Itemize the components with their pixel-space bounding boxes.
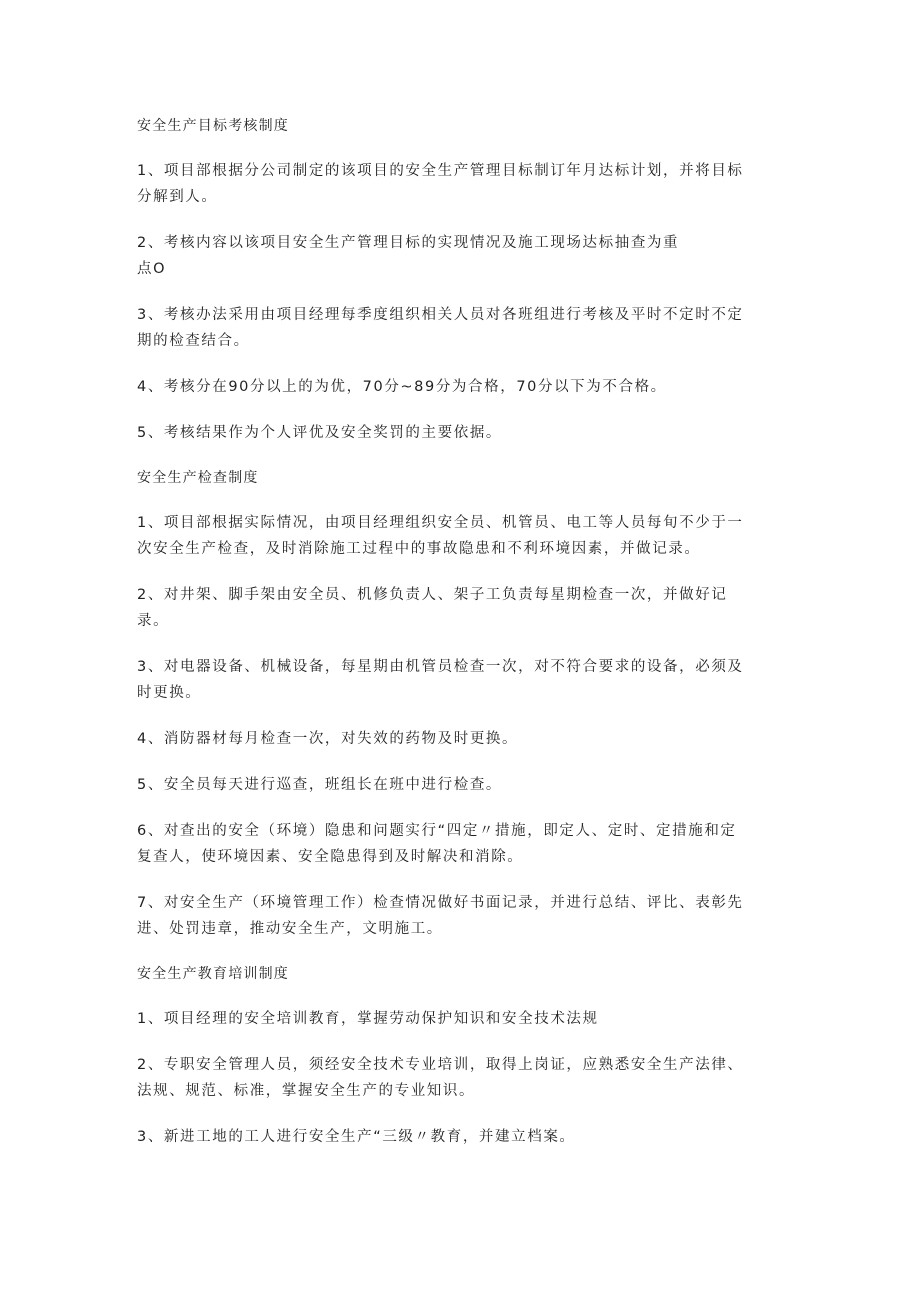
list-item-line: 点O — [137, 261, 167, 277]
list-item-line: 7、对安全生产（环境管理工作）检查情况做好书面记录，并进行总结、评比、表彰先 — [137, 895, 744, 911]
list-item — [137, 818, 777, 870]
list-item-line: 进、处罚违章，推动安全生产，文明施工。 — [137, 921, 443, 937]
list-item-line: 1、项目部根据分公司制定的该项目的安全生产管理目标制订年月达标计划，并将目标 — [137, 163, 744, 179]
section-heading: 安全生产教育培训制度 — [137, 966, 289, 982]
list-item-line: 期的检查结合。 — [137, 333, 250, 349]
list-item — [137, 158, 777, 210]
list-item — [137, 1124, 777, 1150]
list-item-line: 6、对查出的安全（环境）隐患和问题实行“四定〃措施，即定人、定时、定措施和定 — [137, 823, 737, 839]
list-item-line: 复查人，使环境因素、安全隐患得到及时解决和消除。 — [137, 849, 524, 865]
list-item-line: 法规、规范、标准，掌握安全生产的专业知识。 — [137, 1083, 476, 1099]
list-item-line: 4、考核分在90分以上的为优，70分~89分为合格，70分以下为不合格。 — [137, 379, 667, 395]
list-item — [137, 726, 777, 752]
list-item-line: 2、考核内容以该项目安全生产管理目标的实现情况及施工现场达标抽查为重 — [137, 235, 680, 251]
section-heading: 安全生产目标考核制度 — [137, 118, 289, 134]
section-heading: 安全生产检查制度 — [137, 470, 259, 486]
list-item — [137, 772, 777, 798]
list-item — [137, 374, 777, 400]
list-item-line: 5、考核结果作为个人评优及安全奖罚的主要依据。 — [137, 425, 503, 441]
list-item-line: 1、项目部根据实际情况，由项目经理组织安全员、机管员、电工等人员每旬不少于一 — [137, 515, 744, 531]
list-item — [137, 1052, 777, 1104]
list-item-line: 4、消防器材每月检查一次，对失效的药物及时更换。 — [137, 731, 519, 747]
list-item-line: 次安全生产检查，及时消除施工过程中的事故隐患和不利环境因素，并做记录。 — [137, 541, 701, 557]
list-item-line: 3、对电器设备、机械设备，每星期由机管员检查一次，对不符合要求的设备，必须及 — [137, 659, 744, 675]
list-item — [137, 302, 777, 354]
list-item-line: 录。 — [137, 613, 170, 629]
list-item — [137, 890, 777, 942]
list-item-line: 2、对井架、脚手架由安全员、机修负责人、架子工负责每星期检查一次，并做好记 — [137, 587, 728, 603]
list-item — [137, 582, 777, 634]
list-item — [137, 230, 777, 282]
list-item — [137, 1006, 777, 1032]
list-item-line: 时更换。 — [137, 685, 202, 701]
list-item-line: 5、安全员每天进行巡查，班组长在班中进行检查。 — [137, 777, 503, 793]
list-item-line: 1、项目经理的安全培训教育，掌握劳动保护知识和安全技术法规 — [137, 1011, 599, 1027]
list-item-line: 2、专职安全管理人员，须经安全技术专业培训，取得上岗证，应熟悉安全生产法律、 — [137, 1057, 744, 1073]
list-item — [137, 510, 777, 562]
list-item-line: 分解到人。 — [137, 189, 218, 205]
list-item-line: 3、新进工地的工人进行安全生产“三级〃教育，并建立档案。 — [137, 1129, 576, 1145]
list-item — [137, 420, 777, 446]
list-item-line: 3、考核办法采用由项目经理每季度组织相关人员对各班组进行考核及平时不定时不定 — [137, 307, 744, 323]
list-item — [137, 654, 777, 706]
document-body — [137, 114, 777, 1170]
